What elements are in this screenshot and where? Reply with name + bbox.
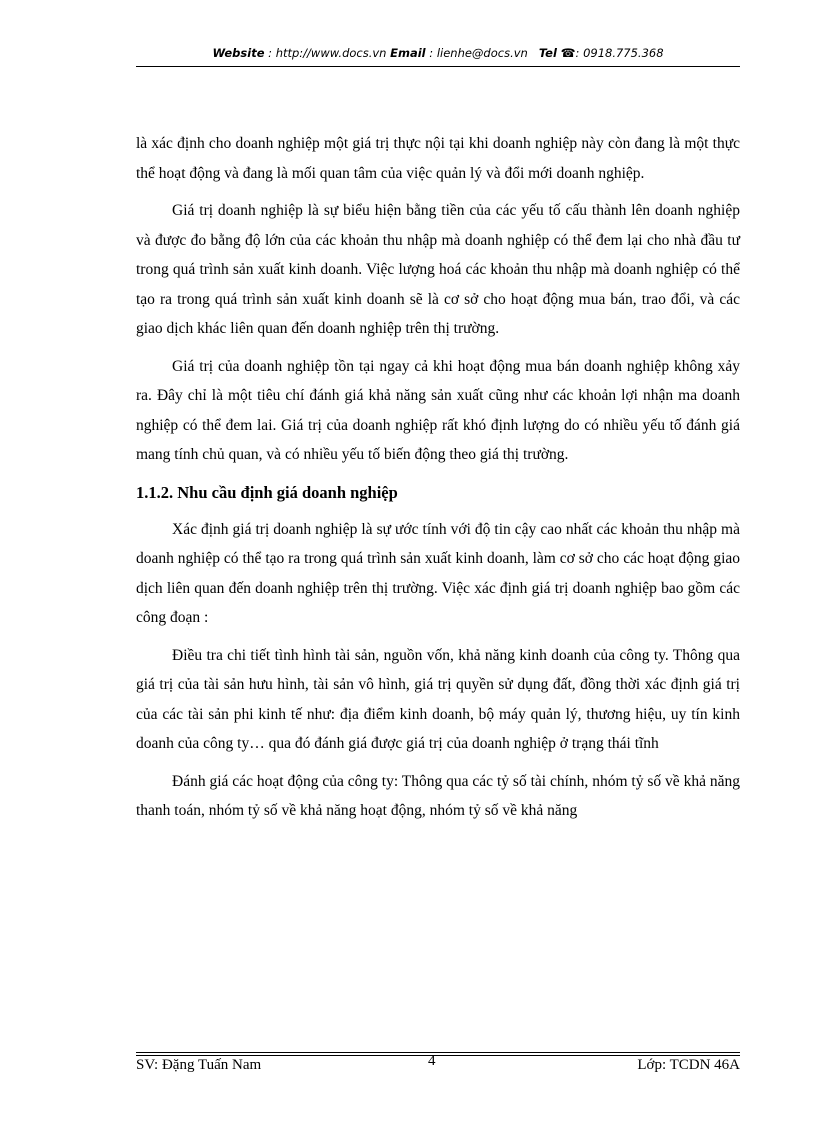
tel-sep: :: [575, 46, 584, 60]
header-divider: [136, 66, 740, 67]
page-number: 4: [428, 1053, 436, 1069]
paragraph-1: là xác định cho doanh nghiệp một giá trị thực nội tại khi doanh nghiệp này còn đang là một thực thể hoạt động và đang là mối quan tâm của việc quản lý và đổi mới doanh nghiệp.: [136, 135, 740, 182]
footer-student: SV: Đặng Tuấn Nam: [136, 1057, 262, 1073]
section-heading: 1.1.2. Nhu cầu định giá doanh nghiệp: [136, 482, 398, 502]
paragraph-6: Đánh giá các hoạt động của công ty: Thông qua các tỷ số tài chính, nhóm tỷ số về khả năng thanh toán, nhóm tỷ số về khả năng hoạt động, nhóm tỷ số về khả năng: [136, 772, 740, 819]
phone-icon: ☎: [560, 46, 576, 60]
paragraph-2: Giá trị doanh nghiệp là sự biểu hiện bằng tiền của các yếu tố cấu thành lên doanh nghiệp và được đo bằng độ lớn của các khoản thu nhập mà doanh nghiệp có thể đem lại cho nhà đầu tư trong quá trình sản xuất kinh doanh. Việc lượng hoá các khoản thu nhập mà doanh nghiệp có thể tạo ra trong quá trình sản xuất kinh doanh sẽ là cơ sở cho hoạt động mua bán, trao đổi, và các giao dịch khác liên quan đến doanh nghiệp trên thị trường.: [136, 202, 740, 337]
tel-value: 0918.775.368: [583, 46, 664, 60]
website-link[interactable]: http://www.docs.vn: [275, 46, 387, 60]
paragraph-4: Xác định giá trị doanh nghiệp là sự ước tính với độ tin cậy cao nhất các khoản thu nhập mà doanh nghiệp có thể tạo ra trong quá trình sản xuất kinh doanh, làm cơ sở cho các hoạt động giao dịch liên quan đến doanh nghiệp trên thị trường. Việc xác định giá trị doanh nghiệp bao gồm các công đoạn :: [136, 520, 740, 626]
paragraph-3: Giá trị của doanh nghiệp tồn tại ngay cả khi hoạt động mua bán doanh nghiệp không xảy ra. Đây chỉ là một tiêu chí đánh giá khả năng sản xuất cũng như các khoản lợi nhận ma doanh nghiệp có thể đem lai. Giá trị của doanh nghiệp rất khó định lượng do có nhiều yếu tố đánh giá mang tính chủ quan, và có nhiều yếu tố biến động theo giá thị trường.: [136, 357, 740, 463]
email-sep: :: [425, 46, 437, 60]
paragraph-5: Điều tra chi tiết tình hình tài sản, nguồn vốn, khả năng kinh doanh của công ty. Thông qua giá trị của tài sản hưu hình, tài sản vô hình, giá trị quyền sử dụng đất, đồng thời xác định giá trị của các tài sản phi kinh tế như: địa điểm kinh doanh, bộ máy quản lý, thương hiệu, uy tín kinh doanh của công ty… qua đó đánh giá được giá trị của doanh nghiệp ở trạng thái tĩnh: [136, 646, 740, 752]
footer-divider-bottom: [136, 1055, 740, 1056]
website-sep: :: [264, 46, 276, 60]
page-header: [136, 46, 740, 60]
tel-label: Tel: [538, 46, 557, 60]
website-label: Website: [212, 46, 265, 60]
email-link[interactable]: lienhe@docs.vn: [436, 46, 528, 60]
footer-divider-top: [136, 1052, 740, 1053]
page-body: [136, 129, 740, 834]
footer-class: Lớp: TCDN 46A: [637, 1057, 740, 1073]
email-label: Email: [390, 46, 426, 60]
